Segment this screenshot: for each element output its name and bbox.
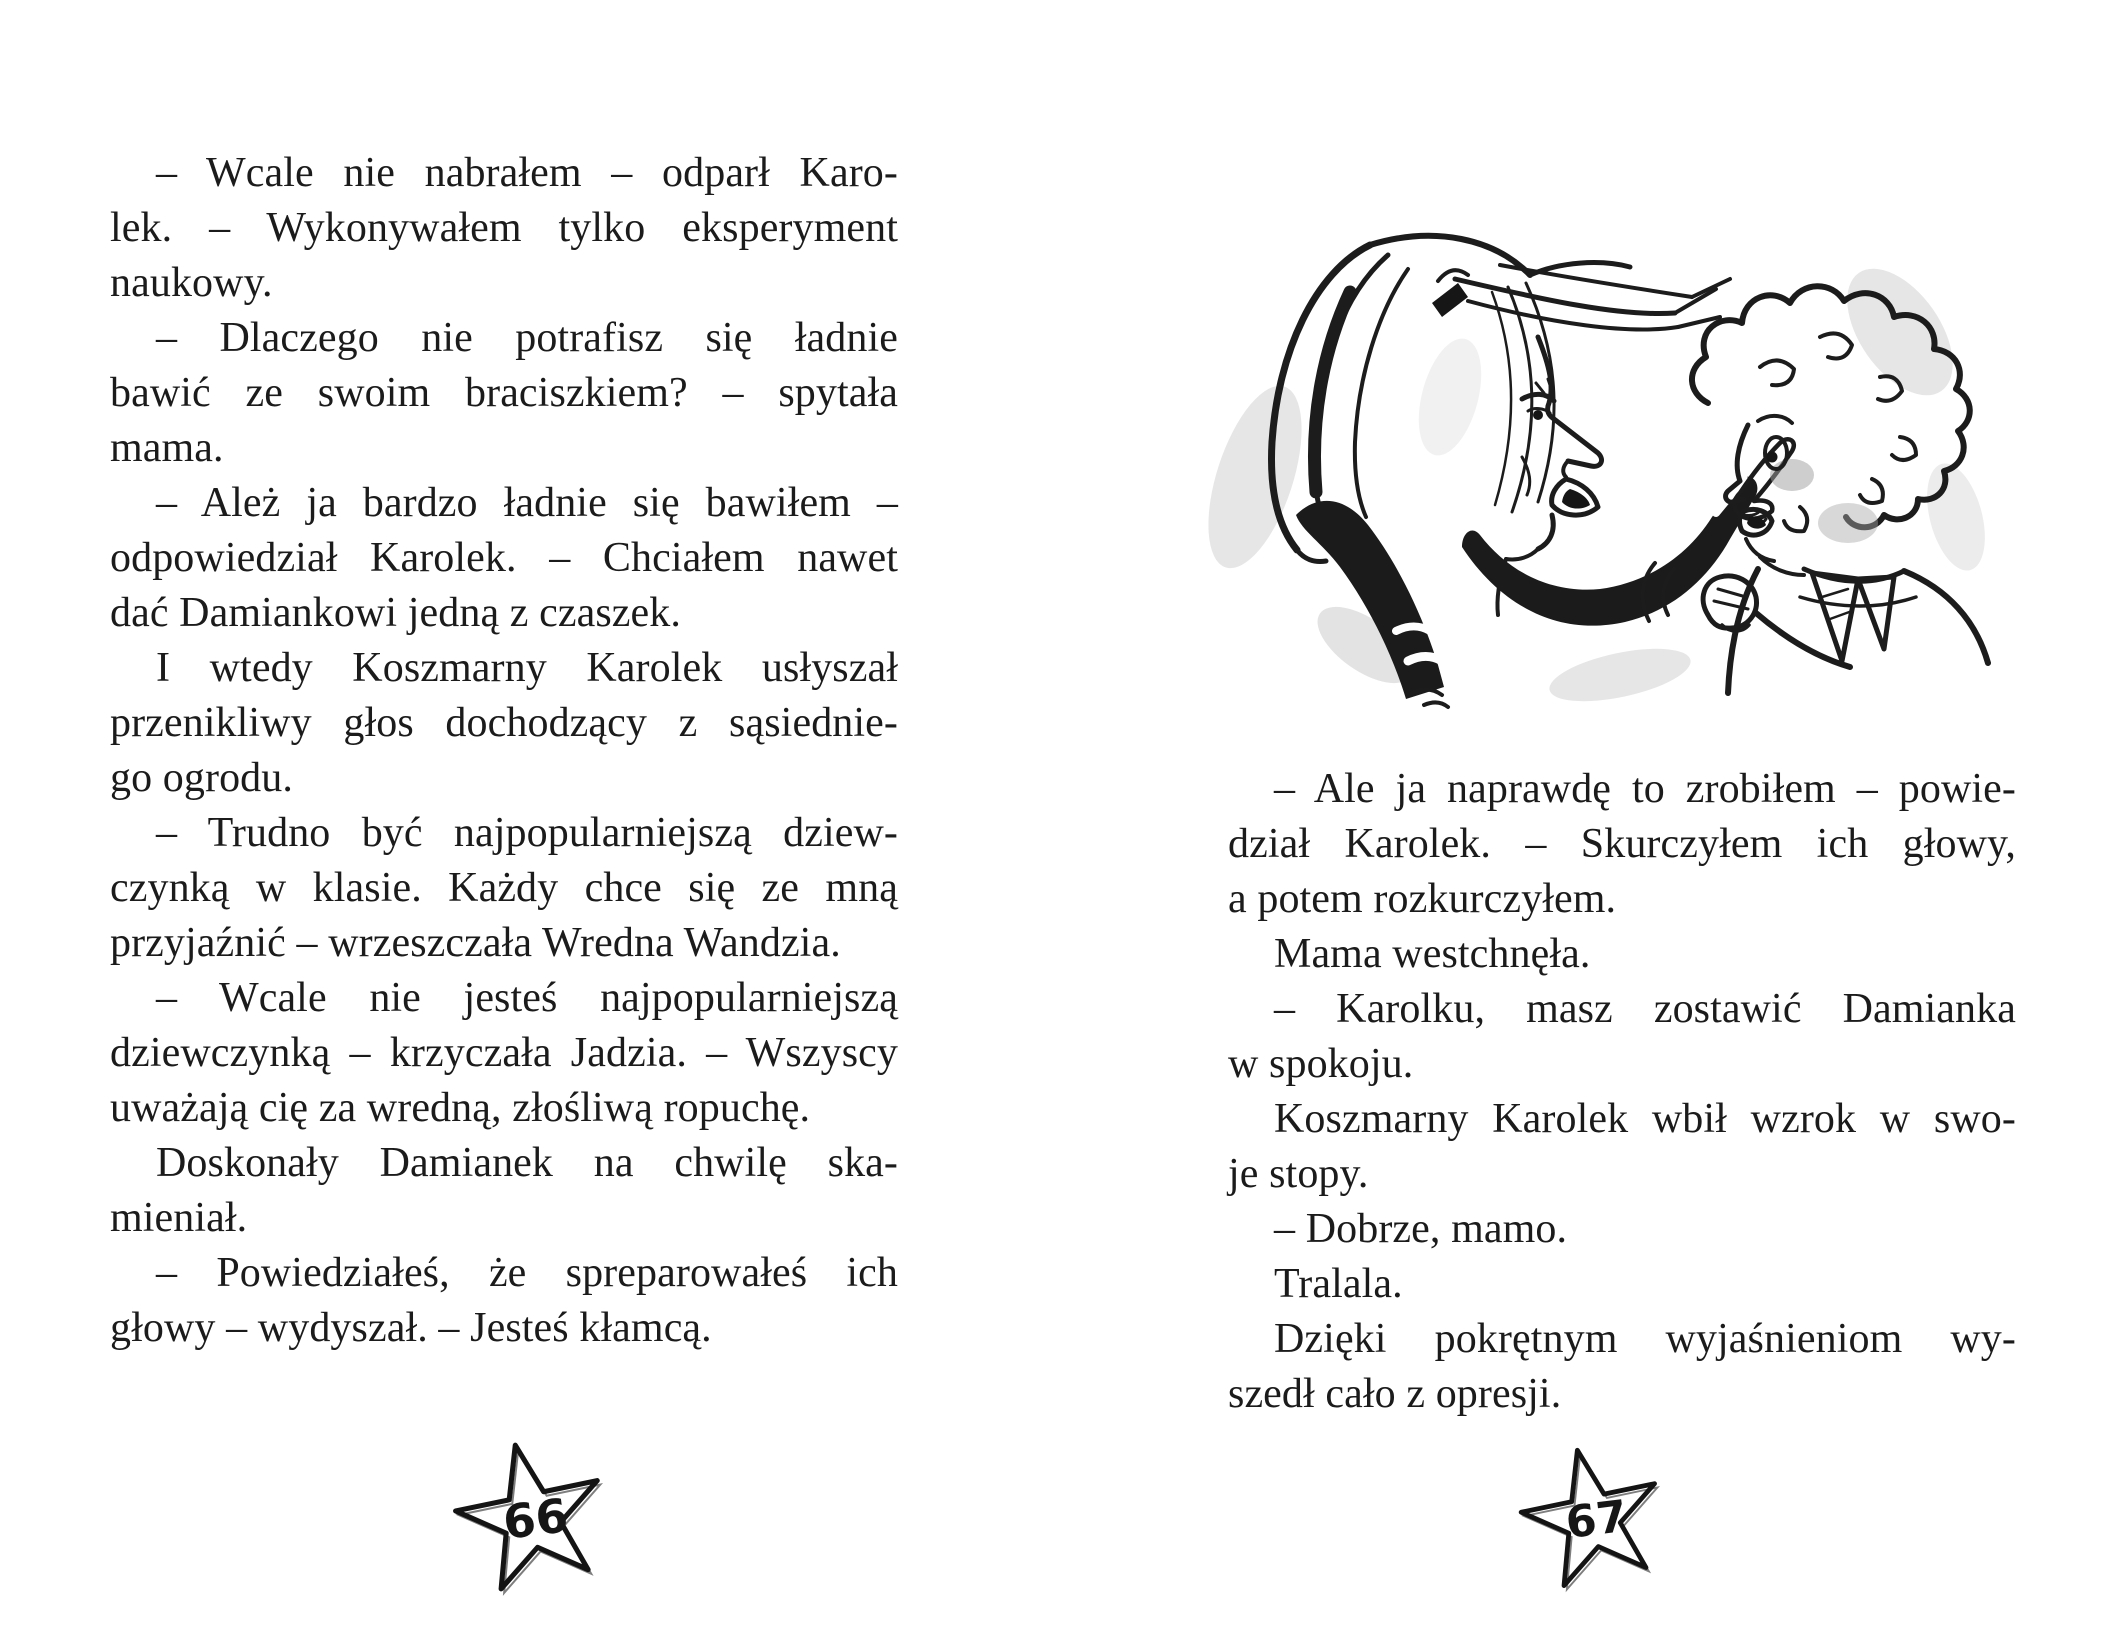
- page-number-star-left: [450, 1430, 618, 1602]
- text-line: głowy – wydyszał. – Jesteś kłamcą.: [110, 1305, 712, 1351]
- text-line: – Dobrze, mamo.: [1274, 1206, 1568, 1252]
- text-line: – Powiedziałeś, że spreparowałeś ich: [156, 1250, 898, 1296]
- text-line: bawić ze swoim braciszkiem? – spytała: [110, 370, 898, 416]
- text-line: dziewczynką – krzyczała Jadzia. – Wszyscy: [110, 1030, 898, 1076]
- text-line: – Dlaczego nie potrafisz się ładnie: [156, 315, 898, 361]
- text-line: – Karolku, masz zostawić Damianka: [1274, 986, 2016, 1032]
- right-page-text: [1228, 762, 2016, 1422]
- text-line: uważają cię za wredną, złośliwą ropuchę.: [110, 1085, 811, 1131]
- text-line: przyjaźnić – wrzeszczała Wredna Wandzia.: [110, 920, 841, 966]
- page-number: 67: [1563, 1490, 1630, 1549]
- text-line: mama.: [110, 425, 224, 471]
- text-line: – Wcale nie nabrałem – odparł Karo-: [156, 150, 898, 196]
- text-line: a potem rozkurczyłem.: [1228, 876, 1617, 922]
- text-line: czynką w klasie. Każdy chce się ze mną: [110, 865, 898, 911]
- text-line: Tralala.: [1274, 1261, 1403, 1307]
- text-line: przenikliwy głos dochodzący z sąsiednie-: [110, 700, 898, 746]
- illustration-girls-arguing: [1200, 212, 2000, 712]
- text-line: szedł cało z opresji.: [1228, 1371, 1562, 1417]
- text-line: je stopy.: [1228, 1151, 1369, 1197]
- text-line: – Ależ ja bardzo ładnie się bawiłem –: [156, 480, 898, 526]
- text-line: – Ale ja naprawdę to zrobiłem – powie-: [1274, 766, 2016, 812]
- text-line: odpowiedział Karolek. – Chciałem nawet: [110, 535, 898, 581]
- text-line: naukowy.: [110, 260, 273, 306]
- text-line: Dzięki pokrętnym wyjaśnieniom wy-: [1274, 1316, 2016, 1362]
- text-line: go ogrodu.: [110, 755, 293, 801]
- text-line: mieniał.: [110, 1195, 248, 1241]
- text-line: Doskonały Damianek na chwilę ska-: [156, 1140, 898, 1186]
- text-line: w spokoju.: [1228, 1041, 1414, 1087]
- page-number-star-right: [1516, 1436, 1674, 1598]
- text-line: Koszmarny Karolek wbił wzrok w swo-: [1274, 1096, 2016, 1142]
- page-number: 66: [500, 1488, 571, 1550]
- text-line: Mama westchnęła.: [1274, 931, 1591, 977]
- text-line: lek. – Wykonywałem tylko eksperyment: [110, 205, 898, 251]
- text-line: I wtedy Koszmarny Karolek usłyszał: [156, 645, 898, 691]
- text-line: dać Damiankowi jedną z czaszek.: [110, 590, 681, 636]
- text-line: – Wcale nie jesteś najpopularniejszą: [156, 975, 898, 1021]
- text-line: dział Karolek. – Skurczyłem ich głowy,: [1228, 821, 2016, 867]
- left-page-text: [110, 146, 898, 1356]
- text-line: – Trudno być najpopularniejszą dziew-: [156, 810, 898, 856]
